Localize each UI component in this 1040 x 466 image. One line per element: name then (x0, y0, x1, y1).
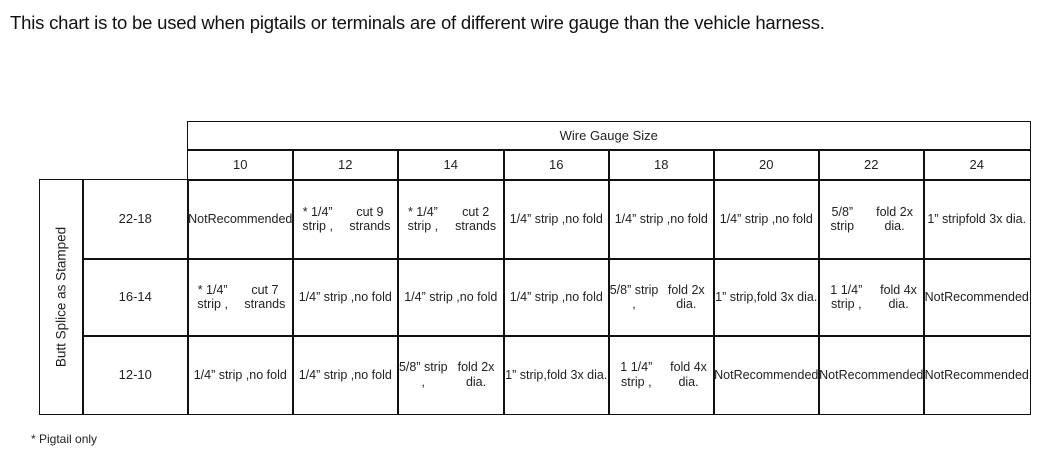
table-cell (187, 179, 294, 260)
cell-text-line: * 1/4” strip , (197, 282, 228, 312)
cell-text-line: * 1/4” strip , (302, 204, 333, 234)
column-header (503, 149, 610, 181)
table-cell (818, 258, 925, 337)
cell-text-line: 1/4” strip , (404, 290, 460, 304)
table-cell (187, 258, 294, 337)
cell-text-line: Not (714, 367, 734, 382)
cell-text-line: fold 2x dia. (876, 204, 913, 234)
row-header-label: 16-14 (118, 289, 152, 304)
cell-text-line: fold 4x dia. (670, 360, 707, 389)
table-cell (292, 335, 399, 415)
cell-text-line: 5/8” strip , (609, 282, 659, 312)
table-cell (608, 335, 715, 415)
cell-text-line: no fold (565, 212, 603, 226)
cell-text-line: Recommended (207, 212, 293, 226)
column-header (397, 149, 505, 181)
cell-text-line: 1” strip (927, 212, 966, 226)
table-cell (818, 179, 925, 260)
cell-text-line: fold 2x dia. (457, 360, 495, 389)
cell-text-line: fold 4x dia. (880, 282, 917, 312)
table-cell (503, 179, 610, 260)
column-header (292, 149, 399, 181)
cell-text-line: * 1/4” strip , (407, 204, 439, 234)
column-header-label: 12 (338, 156, 353, 172)
cell-text-line: Recommended (944, 290, 1029, 304)
table-cell (503, 335, 610, 415)
table-cell (292, 258, 399, 337)
cell-text-line: 1” strip, (505, 367, 547, 382)
cell-text-line: Not (924, 367, 945, 382)
table-cell (608, 258, 715, 337)
cell-text-line: fold 3x dia. (546, 367, 608, 382)
row-header (82, 179, 189, 260)
cell-text-line: 1/4” strip , (193, 367, 250, 382)
cell-text-line: 1/4” strip , (719, 212, 776, 226)
cell-text-line: cut 7 strands (244, 282, 286, 312)
side-label: Butt Splice as Stamped (53, 226, 69, 367)
table-cell (397, 258, 505, 337)
cell-text-line: 1/4” strip , (614, 212, 671, 226)
cell-text-line: Recommended (838, 367, 924, 382)
cell-text-line: 5/8” strip (830, 204, 855, 234)
row-header (82, 258, 189, 337)
column-header-label: 10 (233, 156, 248, 172)
side-label-cell (39, 179, 84, 415)
cell-text-line: Not (188, 212, 208, 226)
column-header (187, 149, 294, 181)
cell-text-line: 1/4” strip , (298, 290, 355, 304)
table-cell (923, 335, 1031, 415)
column-header-label: 14 (443, 156, 458, 172)
cell-text-line: no fold (565, 290, 603, 304)
cell-text-line: Recommended (733, 367, 819, 382)
row-header (82, 335, 189, 415)
cell-text-line: 1/4” strip , (509, 290, 566, 304)
column-header (608, 149, 715, 181)
table-cell (503, 258, 610, 337)
row-header-label: 12-10 (118, 366, 152, 382)
header-title: Wire Gauge Size (559, 127, 658, 143)
table-cell (923, 258, 1031, 337)
cell-text-line: fold 3x dia. (965, 212, 1027, 226)
table-cell (397, 335, 505, 415)
cell-text-line: 1 1/4” strip , (830, 282, 863, 312)
column-header-label: 20 (759, 156, 774, 172)
table-cell (713, 258, 820, 337)
cell-text-line: no fold (459, 290, 498, 304)
column-header (923, 149, 1031, 181)
cell-text-line: no fold (354, 367, 392, 382)
cell-text-line: 5/8” strip , (398, 360, 448, 389)
table-cell (292, 179, 399, 260)
cell-text-line: cut 9 strands (349, 204, 391, 234)
cell-text-line: fold 3x dia. (756, 290, 818, 304)
cell-text-line: 1” strip, (715, 290, 757, 304)
cell-text-line: no fold (249, 367, 287, 382)
table-cell (187, 335, 294, 415)
header-title-cell (187, 121, 1031, 151)
table-cell (713, 179, 820, 260)
cell-text-line: Recommended (944, 367, 1029, 382)
cell-text-line: 1/4” strip , (298, 367, 355, 382)
cell-text-line: no fold (775, 212, 813, 226)
table-cell (818, 335, 925, 415)
table-cell (923, 179, 1031, 260)
table-cell (397, 179, 505, 260)
table-cell (713, 335, 820, 415)
cell-text-line: cut 2 strands (455, 204, 497, 234)
column-header (818, 149, 925, 181)
footnote: * Pigtail only (31, 432, 98, 446)
cell-text-line: 1/4” strip , (509, 212, 566, 226)
column-header-label: 22 (864, 156, 879, 172)
cell-text-line: Not (819, 367, 839, 382)
column-header-label: 18 (654, 156, 669, 172)
cell-text-line: 1 1/4” strip , (620, 360, 653, 389)
cell-text-line: no fold (670, 212, 708, 226)
cell-text-line: Not (924, 290, 945, 304)
cell-text-line: fold 2x dia. (667, 282, 705, 312)
column-header (713, 149, 820, 181)
row-header-label: 22-18 (118, 211, 152, 226)
column-header-label: 24 (969, 156, 984, 172)
column-header-label: 16 (549, 156, 564, 172)
cell-text-line: no fold (354, 290, 392, 304)
intro-text: This chart is to be used when pigtails or terminals are of different wire gauge than the vehicle harness. (10, 12, 825, 33)
table-cell (608, 179, 715, 260)
